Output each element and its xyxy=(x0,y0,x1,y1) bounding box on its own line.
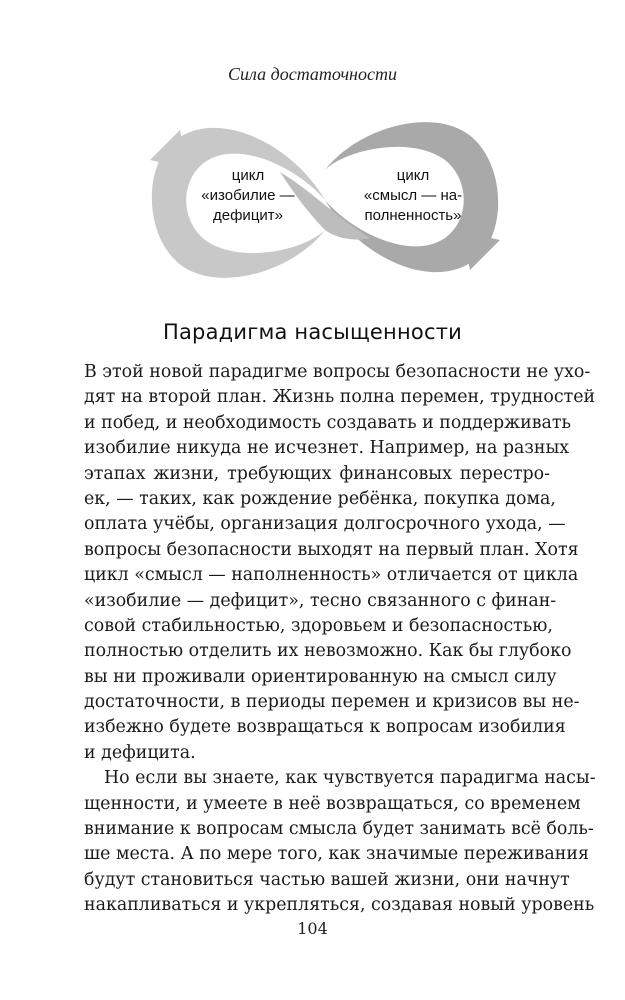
infinity-cycle-diagram xyxy=(140,100,510,300)
right-cycle-line-3: полненность» xyxy=(364,207,462,224)
text-line: внимание к вопросам смысла будет занимать всё боль- xyxy=(84,819,594,840)
text-line: вы ни проживали ориентированную на смысл силу xyxy=(84,666,557,687)
section-title: Парадигма насыщенности xyxy=(162,320,462,344)
left-cycle-line-3: дефицит» xyxy=(213,207,283,224)
paragraph-1 xyxy=(84,360,596,766)
text-line: вопросы безопасности выходят на первый план. Хотя xyxy=(84,539,579,560)
paragraph-2 xyxy=(84,766,596,918)
text-line: достаточности, в периоды перемен и кризисов вы не- xyxy=(84,692,580,713)
text-line: накапливаться и укрепляться, создавая новый уровень xyxy=(84,895,595,916)
text-line: В этой новой парадигме вопросы безопасности не ухо- xyxy=(84,362,591,382)
text-line: оплата учёбы, организация долгосрочного ухода, — xyxy=(84,514,566,535)
abundance-scarcity-cycle-label xyxy=(183,166,313,226)
left-cycle-line-1: цикл xyxy=(231,167,265,184)
left-cycle-line-2: «изобилие — xyxy=(201,187,295,204)
text-line: совой стабильностью, здоровьем и безопасностью, xyxy=(84,615,553,636)
text-line: и дефицита. xyxy=(84,742,196,763)
running-head: Сила достаточности xyxy=(228,64,397,84)
page-number: 104 xyxy=(297,919,328,938)
text-line: будут становиться частью вашей жизни, они начнут xyxy=(84,869,570,890)
right-cycle-line-2: «смысл — на- xyxy=(363,187,463,204)
right-cycle-line-1: цикл xyxy=(396,167,430,184)
meaning-fulfillment-cycle-label xyxy=(348,166,478,226)
text-line: дят на второй план. Жизнь полна перемен, трудностей xyxy=(84,387,596,408)
text-line: «изобилие — дефицит», тесно связанного с финан- xyxy=(84,590,557,611)
text-line: щенности, и умеете в неё возвращаться, со временем xyxy=(84,793,581,814)
text-line: полностью отделить их невозможно. Как бы глубоко xyxy=(84,641,572,662)
text-line: ек, — таких, как рождение ребёнка, покупка дома, xyxy=(84,488,556,509)
text-line: избежно будете возвращаться к вопросам изобилия xyxy=(84,717,566,738)
text-line: ше места. А по мере того, как значимые переживания xyxy=(84,844,589,865)
text-line: и побед, и необходимость создавать и поддерживать xyxy=(84,412,571,433)
text-line: изобилие никуда не исчезнет. Например, на разных xyxy=(84,438,570,459)
text-line: Но если вы знаете, как чувствуется парадигма насы- xyxy=(104,768,596,789)
body-text xyxy=(84,360,596,919)
text-line: цикл «смысл — наполненность» отличается от цикла xyxy=(84,565,579,586)
text-line: этапах жизни, требующих финансовых перестро- xyxy=(84,463,550,484)
